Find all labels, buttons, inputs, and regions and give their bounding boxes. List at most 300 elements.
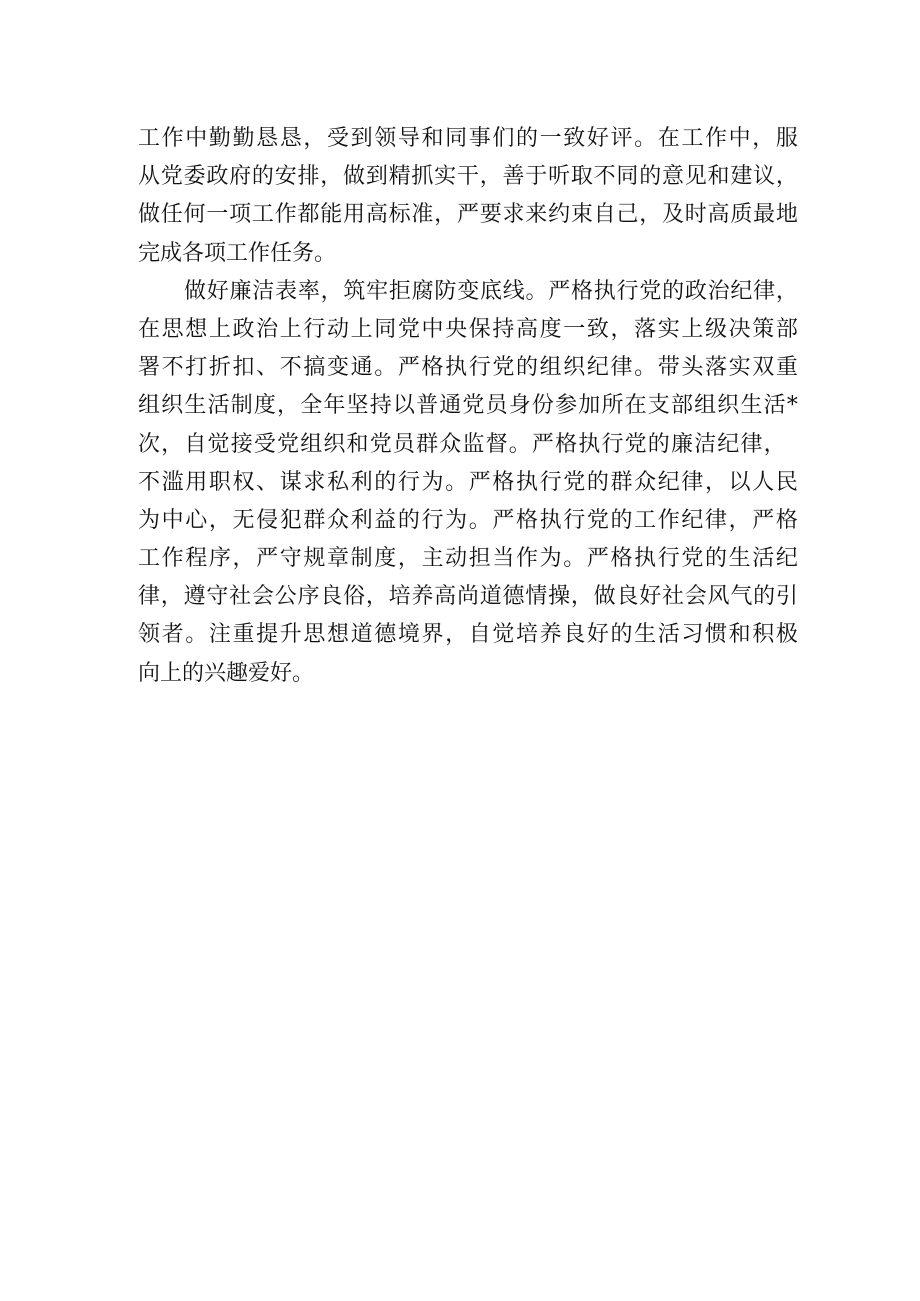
text-char: 议 bbox=[753, 164, 776, 190]
text-char: 的 bbox=[610, 622, 633, 648]
text-char: 度 bbox=[539, 316, 562, 342]
text-char: 党 bbox=[462, 393, 485, 419]
text-char: 格 bbox=[421, 355, 444, 381]
text-char: 工 bbox=[251, 202, 274, 228]
text-char: 、 bbox=[256, 469, 279, 495]
text-char: 和 bbox=[728, 622, 751, 648]
text-char: 参 bbox=[555, 393, 578, 419]
text-line bbox=[138, 311, 798, 349]
text-char: 严 bbox=[456, 202, 479, 228]
text-char: 律 bbox=[753, 278, 776, 304]
text-char: 在 bbox=[657, 126, 680, 151]
text-char: ， bbox=[161, 431, 184, 457]
text-char: 地 bbox=[775, 202, 798, 228]
text-char: 份 bbox=[531, 393, 554, 419]
text-char: 做 bbox=[593, 584, 616, 610]
text-char: 心 bbox=[185, 507, 208, 533]
text-char: 坚 bbox=[346, 393, 369, 419]
text-char: 任 bbox=[160, 202, 183, 228]
text-char: 、 bbox=[256, 355, 279, 381]
text-char: 公 bbox=[274, 584, 297, 610]
text-char: 织 bbox=[161, 393, 184, 419]
text-line bbox=[138, 502, 798, 540]
text-char: 求 bbox=[502, 202, 525, 228]
text-char: 。 bbox=[525, 278, 548, 304]
text-char: 接 bbox=[230, 431, 253, 457]
text-line bbox=[138, 540, 798, 578]
text-char: 滥 bbox=[161, 469, 184, 495]
text-char: 部 bbox=[670, 393, 693, 419]
text-char: 实 bbox=[728, 355, 751, 381]
text-char: 严 bbox=[468, 469, 491, 495]
text-char: 行 bbox=[657, 546, 680, 572]
text-char: 头 bbox=[681, 355, 704, 381]
text-char: 上 bbox=[350, 316, 373, 342]
text-char: 一 bbox=[206, 202, 229, 228]
text-char: 提 bbox=[256, 622, 279, 648]
text-char: 治 bbox=[256, 316, 279, 342]
text-char: 自 bbox=[593, 202, 616, 228]
text-char: 同 bbox=[445, 126, 468, 151]
text-char: 中 bbox=[728, 126, 751, 151]
text-char: ， bbox=[479, 164, 502, 190]
text-char: 做 bbox=[138, 202, 161, 228]
text-char: 部 bbox=[775, 316, 798, 342]
text-char: 要 bbox=[479, 202, 502, 228]
text-char: 工 bbox=[138, 546, 161, 572]
text-char: 行 bbox=[563, 507, 586, 533]
text-char: 员 bbox=[392, 431, 415, 457]
text-char: 党 bbox=[586, 507, 609, 533]
text-char: 的 bbox=[753, 584, 776, 610]
text-char: 到 bbox=[365, 164, 388, 190]
text-char: 行 bbox=[601, 431, 624, 457]
text-char: * bbox=[786, 393, 798, 419]
text-char: 觉 bbox=[492, 622, 515, 648]
text-char: 在 bbox=[624, 393, 647, 419]
text-char: 时 bbox=[684, 202, 707, 228]
text-char: 的 bbox=[647, 431, 670, 457]
text-char: 犯 bbox=[279, 507, 302, 533]
text-char: 执 bbox=[578, 431, 601, 457]
text-char: 律 bbox=[705, 507, 728, 533]
document-body bbox=[138, 120, 798, 693]
text-char: 从 bbox=[138, 164, 161, 190]
text-char: 自 bbox=[184, 431, 207, 457]
text-char: 行 bbox=[397, 469, 420, 495]
text-char: 全 bbox=[300, 393, 323, 419]
text-char: 上 bbox=[208, 316, 231, 342]
text-char: 纪 bbox=[657, 469, 680, 495]
text-char: 通 bbox=[439, 393, 462, 419]
text-char: 群 bbox=[303, 507, 326, 533]
text-char: 私 bbox=[327, 469, 350, 495]
text-char: ， bbox=[728, 507, 751, 533]
text-char: 严 bbox=[492, 507, 515, 533]
text-char: 组 bbox=[138, 393, 161, 419]
text-char: 实 bbox=[657, 316, 680, 342]
text-char: 标 bbox=[388, 202, 411, 228]
text-char: 界 bbox=[421, 622, 444, 648]
text-char: 上 bbox=[279, 316, 302, 342]
text-char: 双 bbox=[752, 355, 775, 381]
text-line bbox=[138, 349, 798, 387]
text-char: ， bbox=[434, 202, 457, 228]
text-char: 的 bbox=[374, 469, 397, 495]
text-char: 。 bbox=[468, 507, 491, 533]
text-char: 格 bbox=[492, 469, 515, 495]
text-char: ， bbox=[232, 546, 255, 572]
text-char: 在 bbox=[138, 316, 161, 342]
text-char: 员 bbox=[485, 393, 508, 419]
text-char: 的 bbox=[705, 546, 728, 572]
text-char: 严 bbox=[256, 546, 279, 572]
text-char: 为 bbox=[445, 507, 468, 533]
text-char: 活 bbox=[207, 393, 230, 419]
text-char: 升 bbox=[279, 622, 302, 648]
text-char: 权 bbox=[232, 469, 255, 495]
text-char: 格 bbox=[571, 278, 594, 304]
text-char: 不 bbox=[138, 469, 161, 495]
text-char: 重 bbox=[232, 622, 255, 648]
text-char: 折 bbox=[208, 355, 231, 381]
text-char: 治 bbox=[707, 278, 730, 304]
text-char: 规 bbox=[303, 546, 326, 572]
text-char: 党 bbox=[681, 546, 704, 572]
text-char: ， bbox=[570, 584, 593, 610]
text-char: 受 bbox=[327, 126, 350, 151]
text-char: 纪 bbox=[681, 507, 704, 533]
text-char: 会 bbox=[684, 584, 707, 610]
text-char: 格 bbox=[555, 431, 578, 457]
text-char: 用 bbox=[343, 202, 366, 228]
text-char: 作 bbox=[705, 126, 728, 151]
text-char: 生 bbox=[740, 393, 763, 419]
text-char: 觉 bbox=[207, 431, 230, 457]
text-char: 生 bbox=[184, 393, 207, 419]
text-char: 洁 bbox=[694, 431, 717, 457]
text-char: 制 bbox=[230, 393, 253, 419]
text-char: 不 bbox=[593, 164, 616, 190]
text-char: 格 bbox=[775, 507, 798, 533]
text-char: 作 bbox=[657, 507, 680, 533]
text-char: 律 bbox=[740, 431, 763, 457]
text-char: 身 bbox=[508, 393, 531, 419]
text-char: 思 bbox=[303, 622, 326, 648]
text-char: 操 bbox=[548, 584, 571, 610]
text-char: 序 bbox=[297, 584, 320, 610]
text-char: 生 bbox=[728, 546, 751, 572]
text-line: 向上的兴趣爱好。 bbox=[138, 660, 315, 686]
text-char: 行 bbox=[616, 278, 639, 304]
text-char: 来 bbox=[525, 202, 548, 228]
text-char: 律 bbox=[681, 469, 704, 495]
text-char: 勤 bbox=[232, 126, 255, 151]
text-char: 严 bbox=[397, 355, 420, 381]
text-char: 廉 bbox=[229, 278, 252, 304]
text-char: 培 bbox=[388, 584, 411, 610]
text-char: 领 bbox=[138, 622, 161, 648]
text-char: 良 bbox=[616, 584, 639, 610]
text-char: 当 bbox=[492, 546, 515, 572]
text-char: 织 bbox=[563, 355, 586, 381]
text-char: 俗 bbox=[343, 584, 366, 610]
text-char: 年 bbox=[323, 393, 346, 419]
text-char: 落 bbox=[705, 355, 728, 381]
text-char: 表 bbox=[275, 278, 298, 304]
text-char: 保 bbox=[468, 316, 491, 342]
text-char: 积 bbox=[752, 622, 775, 648]
text-char: 良 bbox=[320, 584, 343, 610]
text-char: 拒 bbox=[388, 278, 411, 304]
text-char: 准 bbox=[411, 202, 434, 228]
text-char: 变 bbox=[327, 355, 350, 381]
text-char: 署 bbox=[138, 355, 161, 381]
text-char: 执 bbox=[539, 507, 562, 533]
text-char: 组 bbox=[300, 431, 323, 457]
text-char: 养 bbox=[539, 622, 562, 648]
text-char: 不 bbox=[161, 355, 184, 381]
text-char: ， bbox=[303, 126, 326, 151]
text-char: 度 bbox=[253, 393, 276, 419]
text-char: 为 bbox=[421, 469, 444, 495]
text-char: 作 bbox=[161, 546, 184, 572]
text-char: 督 bbox=[485, 431, 508, 457]
text-char: 恳 bbox=[256, 126, 279, 151]
text-char: 。 bbox=[634, 355, 657, 381]
text-char: 中 bbox=[185, 126, 208, 151]
text-line bbox=[138, 196, 798, 234]
text-char: 领 bbox=[374, 126, 397, 151]
text-char: 重 bbox=[775, 355, 798, 381]
text-char: 一 bbox=[563, 316, 586, 342]
text-char: 事 bbox=[468, 126, 491, 151]
text-char: 一 bbox=[539, 126, 562, 151]
text-char: 想 bbox=[185, 316, 208, 342]
text-char: ， bbox=[365, 584, 388, 610]
text-char: 利 bbox=[350, 507, 373, 533]
text-char: ， bbox=[397, 546, 420, 572]
text-char: 府 bbox=[229, 164, 252, 190]
text-char: 党 bbox=[160, 164, 183, 190]
text-char: 同 bbox=[616, 164, 639, 190]
text-char: 职 bbox=[208, 469, 231, 495]
text-char: 思 bbox=[161, 316, 184, 342]
text-char: 央 bbox=[445, 316, 468, 342]
text-char: 纪 bbox=[717, 431, 740, 457]
text-char: ， bbox=[208, 507, 231, 533]
text-char: 格 bbox=[516, 507, 539, 533]
text-char: 严 bbox=[586, 546, 609, 572]
text-char: 到 bbox=[350, 126, 373, 151]
text-char: 道 bbox=[479, 584, 502, 610]
text-line bbox=[138, 578, 798, 616]
text-char: 组 bbox=[539, 355, 562, 381]
text-char: 纪 bbox=[730, 278, 753, 304]
text-char: 益 bbox=[374, 507, 397, 533]
text-char: 的 bbox=[397, 507, 420, 533]
text-char: 织 bbox=[717, 393, 740, 419]
text-char: 及 bbox=[661, 202, 684, 228]
text-char: 党 bbox=[563, 469, 586, 495]
text-char: 搞 bbox=[303, 355, 326, 381]
text-char: 群 bbox=[610, 469, 633, 495]
text-char: 良 bbox=[563, 622, 586, 648]
text-char: 落 bbox=[634, 316, 657, 342]
text-char: 德 bbox=[374, 622, 397, 648]
text-char: 质 bbox=[730, 202, 753, 228]
text-char: 党 bbox=[397, 316, 420, 342]
text-char: 以 bbox=[392, 393, 415, 419]
text-char: 利 bbox=[350, 469, 373, 495]
text-char: 活 bbox=[657, 622, 680, 648]
text-char: 政 bbox=[206, 164, 229, 190]
text-char: 行 bbox=[421, 507, 444, 533]
text-char: 和 bbox=[707, 164, 730, 190]
text-char: 活 bbox=[763, 393, 786, 419]
text-char: 于 bbox=[525, 164, 548, 190]
text-char: 尚 bbox=[456, 584, 479, 610]
text-char: 约 bbox=[548, 202, 571, 228]
text-char: 养 bbox=[411, 584, 434, 610]
text-char: 通 bbox=[350, 355, 373, 381]
text-char: 工 bbox=[681, 126, 704, 151]
text-char: 用 bbox=[185, 469, 208, 495]
text-line bbox=[138, 273, 798, 311]
text-char: 决 bbox=[728, 316, 751, 342]
text-char: 实 bbox=[434, 164, 457, 190]
text-char: ， bbox=[705, 469, 728, 495]
text-char: 习 bbox=[681, 622, 704, 648]
text-char: 好 bbox=[586, 622, 609, 648]
text-char: 注 bbox=[208, 622, 231, 648]
text-char: 行 bbox=[303, 316, 326, 342]
text-char: 牢 bbox=[366, 278, 389, 304]
text-char: 众 bbox=[634, 469, 657, 495]
text-char: 群 bbox=[416, 431, 439, 457]
text-char: 洁 bbox=[252, 278, 275, 304]
text-char: 普 bbox=[416, 393, 439, 419]
text-char: 排 bbox=[297, 164, 320, 190]
text-char: 社 bbox=[661, 584, 684, 610]
text-char: 度 bbox=[374, 546, 397, 572]
text-char: 的 bbox=[610, 507, 633, 533]
text-char: 支 bbox=[647, 393, 670, 419]
text-char: 委 bbox=[183, 164, 206, 190]
text-char: 中 bbox=[421, 316, 444, 342]
text-char: 致 bbox=[586, 316, 609, 342]
text-char: 气 bbox=[730, 584, 753, 610]
text-char: 高 bbox=[516, 316, 539, 342]
text-char: 党 bbox=[277, 431, 300, 457]
text-char: 民 bbox=[775, 469, 798, 495]
text-char: 律 bbox=[138, 584, 161, 610]
text-char: 高 bbox=[365, 202, 388, 228]
text-char: 为 bbox=[138, 507, 161, 533]
text-char: 风 bbox=[707, 584, 730, 610]
text-char: 纪 bbox=[775, 546, 798, 572]
text-char: 党 bbox=[624, 431, 647, 457]
text-char: 抓 bbox=[411, 164, 434, 190]
text-char: 程 bbox=[185, 546, 208, 572]
text-char: 自 bbox=[468, 622, 491, 648]
text-char: 为 bbox=[539, 546, 562, 572]
text-char: ， bbox=[320, 278, 343, 304]
text-char: 执 bbox=[445, 355, 468, 381]
text-char: 守 bbox=[279, 546, 302, 572]
text-char: 筑 bbox=[343, 278, 366, 304]
text-char: 培 bbox=[516, 622, 539, 648]
text-char: 生 bbox=[634, 622, 657, 648]
text-char: 取 bbox=[570, 164, 593, 190]
text-char: 高 bbox=[707, 202, 730, 228]
text-char: 级 bbox=[705, 316, 728, 342]
text-char: 极 bbox=[775, 622, 798, 648]
text-char: 次 bbox=[138, 431, 161, 457]
text-char: 。 bbox=[563, 546, 586, 572]
text-char: 的 bbox=[639, 164, 662, 190]
text-char: 作 bbox=[516, 546, 539, 572]
text-char: 率 bbox=[297, 278, 320, 304]
text-char: ， bbox=[752, 126, 775, 151]
text-char: 担 bbox=[468, 546, 491, 572]
text-char: 己 bbox=[616, 202, 639, 228]
text-char: ， bbox=[763, 431, 786, 457]
text-char: 善 bbox=[502, 164, 525, 190]
text-char: 和 bbox=[346, 431, 369, 457]
text-char: 制 bbox=[350, 546, 373, 572]
text-char: 项 bbox=[229, 202, 252, 228]
text-char: 干 bbox=[456, 164, 479, 190]
text-char: 者 bbox=[161, 622, 184, 648]
text-char: 作 bbox=[161, 126, 184, 151]
text-line bbox=[138, 120, 798, 158]
text-char: 惯 bbox=[705, 622, 728, 648]
text-char: 工 bbox=[634, 507, 657, 533]
text-char: 变 bbox=[457, 278, 480, 304]
text-char: 道 bbox=[350, 622, 373, 648]
text-line bbox=[138, 426, 786, 464]
text-char: ， bbox=[160, 584, 183, 610]
text-char: ， bbox=[277, 393, 300, 419]
text-char: 好 bbox=[639, 584, 662, 610]
text-char: 持 bbox=[492, 316, 515, 342]
text-char: 遵 bbox=[183, 584, 206, 610]
text-char: 境 bbox=[397, 622, 420, 648]
text-char: 腐 bbox=[411, 278, 434, 304]
text-char: 严 bbox=[752, 507, 775, 533]
text-char: 所 bbox=[601, 393, 624, 419]
text-char: 带 bbox=[657, 355, 680, 381]
text-char: 服 bbox=[775, 126, 798, 151]
text-char: 好 bbox=[586, 126, 609, 151]
text-char: 政 bbox=[232, 316, 255, 342]
text-char: 社 bbox=[229, 584, 252, 610]
text-char: 会 bbox=[251, 584, 274, 610]
text-char: 精 bbox=[388, 164, 411, 190]
text-line bbox=[138, 464, 798, 502]
text-char: 评 bbox=[610, 126, 633, 151]
text-char: 党 bbox=[639, 278, 662, 304]
text-char: ， bbox=[445, 622, 468, 648]
text-char: 政 bbox=[684, 278, 707, 304]
text-char: 执 bbox=[634, 546, 657, 572]
text-char: 情 bbox=[525, 584, 548, 610]
text-char: 行 bbox=[539, 469, 562, 495]
text-char: 上 bbox=[681, 316, 704, 342]
text-char: 的 bbox=[516, 355, 539, 381]
text-char: 人 bbox=[752, 469, 775, 495]
